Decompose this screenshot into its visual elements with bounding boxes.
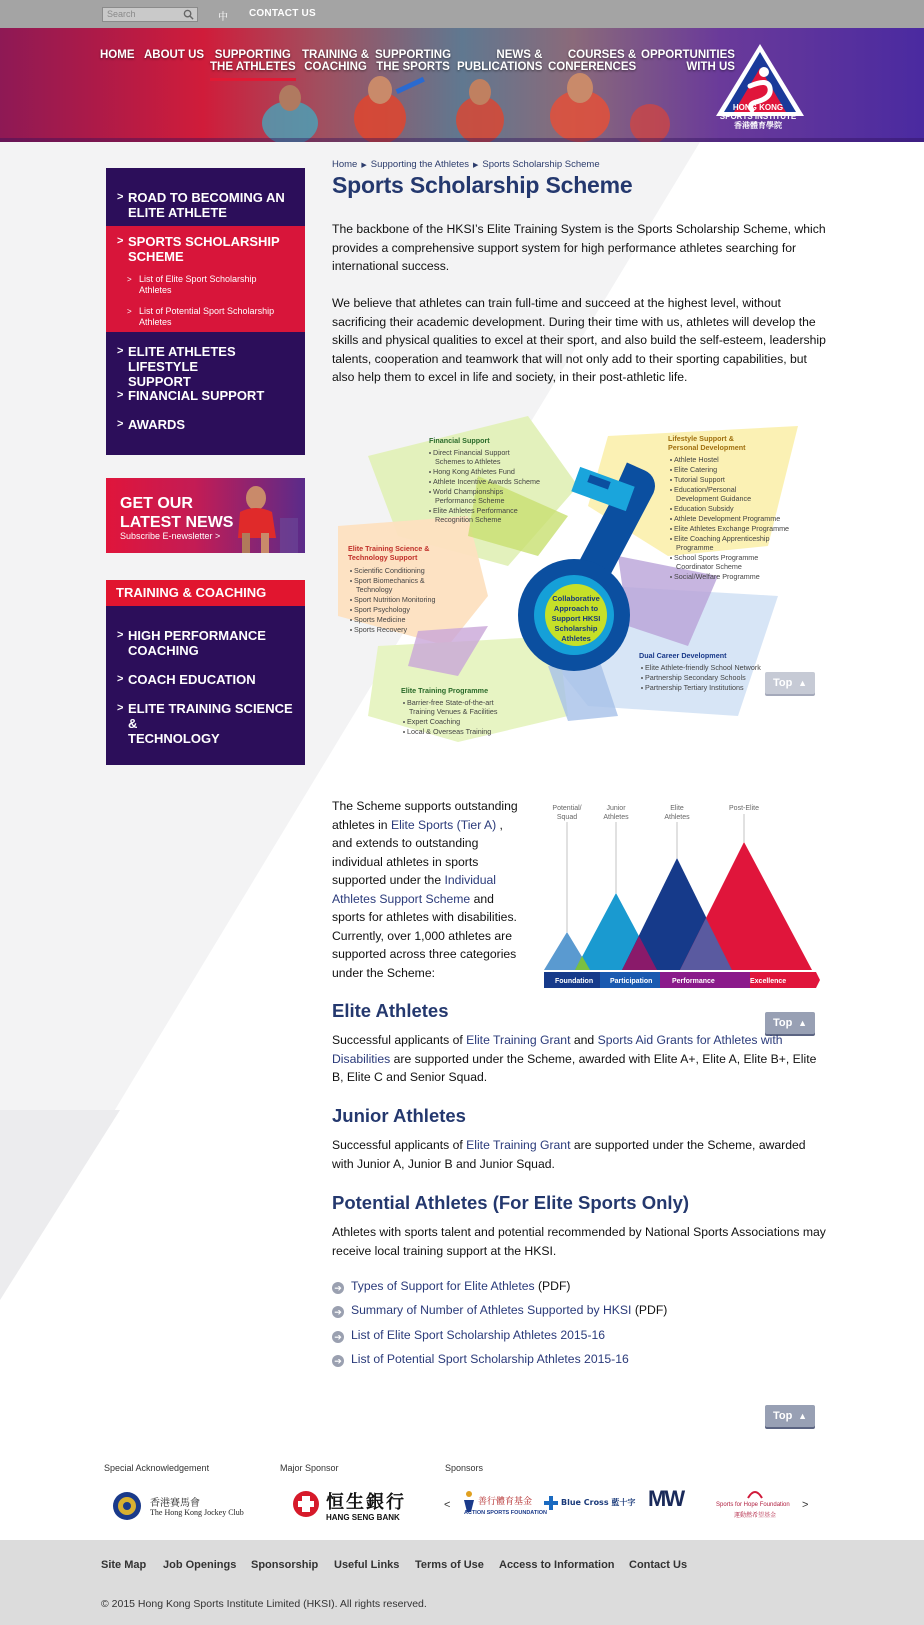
intro-paragraph-1: The backbone of the HKSI’s Elite Training System is the Sports Scholarship Scheme, which provides a comprehensive support system for high performance athletes searching for international success. [332,222,826,273]
pathway-stage: Performance [672,978,715,985]
financial-item: Schemes to Athletes [435,457,501,466]
sidebar-item-label: ELITE ATHLETES LIFESTYLE [128,344,236,374]
pathway-label: Potential/ [552,805,582,812]
sidebar-item-label: AWARDS [128,417,186,432]
search-input[interactable] [102,7,198,22]
doc-link-text[interactable]: Types of Support for Elite Athletes [351,1279,535,1293]
chevron-right-icon: > [117,191,124,203]
arrow-right-circle-icon: ➔ [332,1282,344,1294]
pathway-stage: Participation [610,978,653,985]
science-item: Scientific Conditioning [354,566,425,575]
chevron-right-icon: > [117,629,124,641]
nav-label-line2: WITH US [686,61,735,73]
hang-seng-emblem [292,1490,320,1518]
sidebar-subitem-elite-list[interactable] [106,274,305,296]
scheme-paragraph [332,797,520,982]
page-title: Sports Scholarship Scheme [332,172,633,198]
chevron-right-icon: > [127,307,132,316]
lifestyle-item: School Sports Programme [674,553,759,562]
lifestyle-item: Elite Athletes Exchange Programme [674,524,790,533]
lifestyle-item: Education Subsidy [674,504,734,513]
doc-link-text[interactable]: List of Potential Sport Scholarship Athletes 2015-16 [351,1352,629,1366]
action-sports-cn: 善行體育基金 [478,1497,533,1507]
footer-link-terms[interactable]: Terms of Use [415,1559,484,1571]
doc-link-text[interactable]: Summary of Number of Athletes Supported by HKSI [351,1303,632,1317]
mw-text: MW [648,1486,684,1511]
sponsors-label: Sponsors [445,1463,484,1473]
chevron-right-icon: > [117,389,124,401]
breadcrumb-home[interactable]: Home [332,159,358,170]
sidebar-item-road-to-elite[interactable] [106,190,305,220]
sidebar-item-label: FINANCIAL SUPPORT [128,388,265,403]
pathway-stage: Foundation [555,978,594,985]
logo-text [704,103,812,130]
science-item: Technology [356,585,393,594]
nav-label-line1: NEWS & [496,49,543,61]
breadcrumb [332,159,600,170]
major-sponsor-label: Major Sponsor [280,1463,339,1473]
athlete-pathway-diagram [540,800,830,996]
utility-bar [0,0,924,28]
jockey-club-en: The Hong Kong Jockey Club [150,1508,244,1517]
diagram-center-text-1: Collaborative [552,594,600,603]
diagram-center-text-5: Athletes [561,634,591,643]
support-system-diagram [338,416,814,742]
tc-item-high-performance[interactable] [106,628,305,658]
nav-label-line1: SUPPORTING [375,49,452,61]
diagram-center-text-3: Support HKSI [551,614,601,623]
intro-paragraph-2: We believe that athletes can train full-time and succeed at the highest level, without sacrificing their academic development. During their time with us, athletes will develop the skills and physical qualities to excel at their sport, and also build the self-esteem, leadership talents, cooperation and teamwork that will not only add to their sporting capabilities, but also help them to excel in life and society, in their post-athletic life. [332,296,826,384]
breadcrumb-arrow-icon: ▶ [361,162,367,169]
action-sports-logo[interactable] [462,1490,548,1520]
sidebar-subitem-label: List of Potential Sport Scholarship [139,306,275,316]
search-icon[interactable] [183,9,194,20]
sidebar-subitem-label: Athletes [139,285,172,295]
footer-link-job-openings[interactable]: Job Openings [163,1559,237,1571]
training-programme-group [401,686,498,736]
nav-label-line2: CONFERENCES [548,61,637,73]
footer-link-useful-links[interactable]: Useful Links [334,1559,400,1571]
programme-item: Expert Coaching [407,717,461,726]
blue-cross-text: Blue Cross 藍十字 [561,1498,636,1507]
sponsors-next-button[interactable]: > [802,1499,809,1511]
top-label: Top [773,677,793,689]
nav-label-line1: COURSES & [567,49,637,61]
elite-training-grant-link[interactable]: Elite Training Grant [466,1033,571,1047]
hang-seng-cn: 恒生銀行 [326,1492,406,1513]
hang-seng-logo[interactable] [292,1488,412,1524]
sidebar-subitem-label: Athletes [139,317,172,327]
lifestyle-title-1: Lifestyle Support & [668,434,734,443]
chevron-right-icon: > [117,702,124,714]
pathway-label: Elite [670,805,684,812]
sports-for-hope-cn: 運動燃希望基金 [734,1512,777,1519]
breadcrumb-arrow-icon: ▶ [472,162,479,169]
tc-item-coach-education[interactable] [106,672,305,687]
dual-item: Elite Athlete-friendly School Network [645,663,761,672]
sports-aid-grants-link[interactable]: Sports Aid Grants for Athletes with Disabilities [332,1033,783,1066]
newsletter-title [120,494,233,532]
scheme-text-2: , and extends to outstanding individual athletes in sports supported under the [332,817,503,887]
subscribe-link[interactable]: Subscribe E-newsletter > [120,531,221,541]
financial-item: World Championships [433,487,504,496]
diagram-center-text-2: Approach to [553,604,599,613]
tc-item-science-tech[interactable] [106,701,305,746]
lifestyle-item: Elite Catering [674,465,718,474]
arrow-right-circle-icon: ➔ [332,1355,344,1367]
nav-label-line2: PUBLICATIONS [457,61,543,73]
contact-us-link[interactable]: CONTACT US [249,8,316,19]
nav-supporting-athletes[interactable] [210,49,296,73]
copyright-text: © 2015 Hong Kong Sports Institute Limited (HKSI). All rights reserved. [101,1598,427,1610]
sidebar-menu [106,168,305,455]
arrow-up-icon: ▲ [798,678,807,688]
top-label: Top [773,1017,793,1029]
scheme-text-3: and sports for athletes with disabilities. Currently, over 1,000 athletes are supported across three categories under the Scheme: [332,891,517,980]
newsletter-title-line2: LATEST NEWS [120,514,234,531]
arrow-right-circle-icon: ➔ [332,1306,344,1318]
sidebar-item-label: ROAD TO BECOMING AN [128,190,285,205]
jockey-club-logo[interactable] [112,1486,247,1526]
junior-text-2: are supported under the Scheme, awarded with Junior A, Junior B and Junior Squad. [332,1138,806,1171]
pathway-label: Junior [606,805,626,812]
doc-link-suffix: (PDF) [631,1303,668,1317]
nav-courses-conferences[interactable] [548,49,636,73]
footer-link-contact[interactable]: Contact Us [629,1559,688,1571]
lifestyle-item: Social/Welfare Programme [674,572,760,581]
sidebar-item-label: ELITE ATHLETE [128,205,227,220]
elite-sports-link[interactable]: Elite Sports (Tier A) [390,817,497,832]
action-sports-en: ACTION SPORTS FOUNDATION [464,1510,548,1516]
lifestyle-item: Programme [676,543,714,552]
science-item: Sports Medicine [354,615,406,624]
sponsors-bar [0,1453,924,1540]
nav-label-line1: SUPPORTING [214,49,291,61]
nav-label-line2: THE ATHLETES [210,61,296,73]
pathway-label: Post-Elite [729,805,759,812]
sidebar-item-label: SCHEME [128,249,184,264]
financial-item: Athlete Incentive Awards Scheme [433,477,540,486]
training-coaching-box [106,580,305,765]
science-item: Sports Recovery [354,625,408,634]
potential-athletes-heading: Potential Athletes (For Elite Sports Only) [332,1192,690,1213]
nav-label-line2: THE SPORTS [376,61,450,73]
doc-link-suffix: (PDF) [534,1279,571,1293]
lifestyle-item: Athlete Development Programme [674,514,781,523]
arrow-right-circle-icon: ➔ [332,1331,344,1343]
pathway-label: Athletes [603,814,629,821]
pathway-stage: Excellence [750,978,787,985]
nav-about[interactable] [144,49,204,61]
special-acknowledgement-label: Special Acknowledgement [104,1463,210,1473]
chevron-right-icon: > [127,275,132,284]
sports-for-hope-en: Sports for Hope Foundation [716,1502,790,1508]
jockey-club-cn: 香港賽馬會 [150,1498,200,1509]
nav-label-line1: TRAINING & [302,49,370,61]
arrow-up-icon: ▲ [798,1018,807,1028]
dual-title: Dual Career Development [639,651,727,660]
arrow-up-icon: ▲ [798,1411,807,1421]
science-item: Sport Nutrition Monitoring [354,595,436,604]
logo-line1: HONG KONG [732,103,784,112]
lifestyle-title-2: Personal Development [668,443,746,452]
science-title-2: Technology Support [348,553,418,562]
sidebar-item-scholarship[interactable] [106,234,305,264]
sidebar-item-lifestyle[interactable] [106,344,305,389]
logo-line3: 香港體育學院 [734,121,782,130]
nav-label-line2: COACHING [304,61,367,73]
elite-athletes-paragraph [332,1031,830,1087]
elite-text-3: are supported under the Scheme, awarded with Elite A+, Elite A, Elite B+, Elite B, Elite C and Senior Squad. [332,1051,817,1084]
dual-item: Partnership Tertiary Institutions [645,683,744,692]
tc-item-label: TECHNOLOGY [128,731,220,746]
lifestyle-item: Tutorial Support [674,475,725,484]
potential-athletes-paragraph: Athletes with sports talent and potential recommended by National Sports Associations may receive local training support at the HKSI. [332,1225,826,1258]
tc-item-label: ELITE TRAINING SCIENCE & [128,701,293,731]
pathway-label: Squad [556,814,578,821]
elite-text-2: and [570,1033,598,1047]
lifestyle-item: Education/Personal [674,485,737,494]
programme-item: Barrier-free State-of-the-art [407,698,494,707]
junior-text-1: Successful applicants of [332,1138,467,1152]
sports-for-hope-emblem [746,1488,764,1500]
individual-athletes-link[interactable]: Individual Athletes Support Scheme [332,873,496,906]
hang-seng-en: HANG SENG BANK [326,1513,400,1522]
diagram-center-text-4: Scholarship [554,624,598,633]
sidebar-item-label: SUPPORT [128,374,191,389]
sports-for-hope-logo[interactable] [716,1488,798,1522]
action-sports-emblem [462,1490,476,1512]
sidebar-item-awards[interactable] [106,417,305,432]
mw-logo[interactable] [648,1486,692,1520]
programme-title: Elite Training Programme [401,686,489,695]
sidebar-item-financial[interactable] [106,388,305,403]
chevron-right-icon: > [117,673,124,685]
top-label: Top [773,1410,793,1422]
blue-cross-emblem [544,1496,558,1510]
blue-cross-logo[interactable] [544,1495,636,1517]
chevron-right-icon: > [117,235,124,247]
dual-item: Partnership Secondary Schools [645,673,746,682]
nav-label-line1: OPPORTUNITIES [641,49,735,61]
header-banner [0,28,924,142]
back-to-top-button[interactable] [765,672,815,694]
programme-item: Local & Overseas Training [407,727,492,736]
lifestyle-item: Elite Coaching Apprenticeship [674,534,770,543]
sponsors-prev-button[interactable]: < [444,1499,451,1511]
junior-athletes-paragraph [332,1136,830,1173]
newsletter-banner[interactable] [106,478,305,553]
financial-item: Performance Scheme [435,496,505,505]
doc-link-types-of-support[interactable] [332,1279,570,1294]
doc-link-elite-list[interactable] [332,1328,605,1343]
elite-athletes-heading: Elite Athletes [332,1000,449,1021]
search-placeholder: Search [107,9,136,19]
nav-about-label: ABOUT US [144,49,205,61]
sidebar-subitem-potential-list[interactable] [106,306,305,328]
pathway-label: Athletes [664,814,690,821]
chevron-right-icon: > [117,418,124,430]
footer-link-access-info[interactable]: Access to Information [499,1559,615,1571]
financial-item: Recognition Scheme [435,515,502,524]
nav-home[interactable] [100,49,135,61]
training-coaching-heading[interactable]: TRAINING & COACHING [106,580,305,606]
footer [0,1540,924,1625]
programme-item: Training Venues & Facilities [409,707,498,716]
logo-line2: SPORTS INSTITUTE [719,112,797,121]
lifestyle-item: Coordinator Scheme [676,562,742,571]
doc-link-potential-list[interactable] [332,1352,629,1367]
science-title-1: Elite Training Science & [348,544,430,553]
science-item: Sport Psychology [354,605,410,614]
back-to-top-button[interactable] [765,1405,815,1427]
footer-link-site-map[interactable]: Site Map [101,1559,147,1571]
lifestyle-item: Development Guidance [676,494,752,503]
footer-link-sponsorship[interactable]: Sponsorship [251,1559,319,1571]
newsletter-title-line1: GET OUR [120,495,193,512]
nav-news-publications[interactable] [457,49,542,73]
financial-item: Elite Athletes Performance [433,506,518,515]
nav-home-label: HOME [100,49,135,61]
sidebar-subitem-label: List of Elite Sport Scholarship [139,274,257,284]
junior-athletes-heading: Junior Athletes [332,1105,466,1126]
breadcrumb-current: Sports Scholarship Scheme [482,159,600,170]
nav-training-coaching[interactable] [302,49,369,73]
breadcrumb-supporting[interactable]: Supporting the Athletes [370,159,469,170]
sidebar-item-label: SPORTS SCHOLARSHIP [128,234,280,249]
elite-text-1: Successful applicants of [332,1033,467,1047]
doc-link-text[interactable]: List of Elite Sport Scholarship Athletes 2015-16 [351,1328,606,1342]
tc-item-label: COACHING [128,643,199,658]
nav-supporting-sports[interactable] [375,49,451,73]
science-item: Sport Biomechanics & [354,576,425,585]
financial-title: Financial Support [429,436,490,445]
financial-item: Hong Kong Athletes Fund [433,467,515,476]
tc-item-label: HIGH PERFORMANCE [128,628,266,643]
language-toggle[interactable]: 中 [218,12,228,23]
elite-training-grant-link[interactable]: Elite Training Grant [466,1138,571,1152]
doc-link-summary[interactable] [332,1303,667,1318]
tc-item-label: COACH EDUCATION [128,672,256,687]
lifestyle-item: Athlete Hostel [674,455,719,464]
financial-item: Direct Financial Support [433,448,510,457]
jockey-club-emblem [112,1488,142,1524]
chevron-right-icon: > [117,345,124,357]
scheme-text-1: The Scheme supports outstanding athletes in [332,799,518,832]
